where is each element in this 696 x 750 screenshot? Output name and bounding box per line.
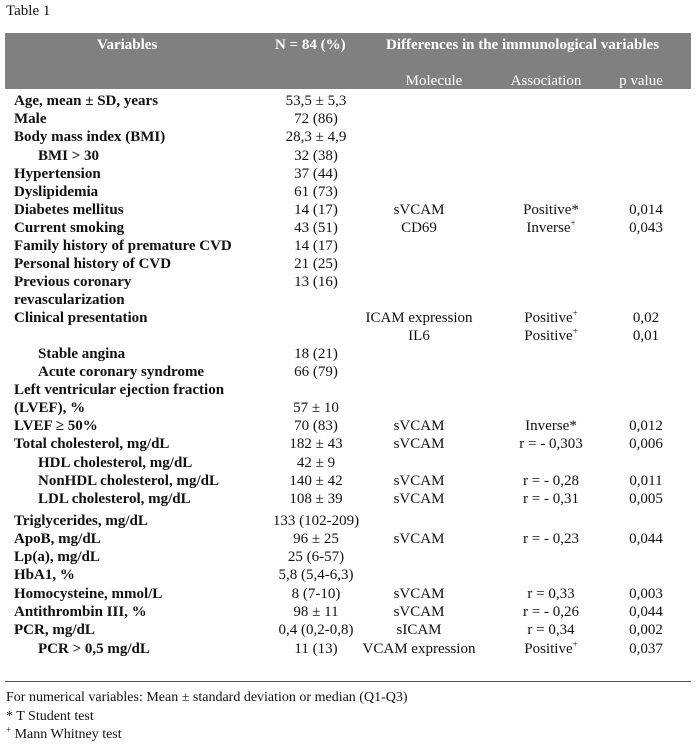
row-n-value: 66 (79)	[294, 364, 338, 380]
row-association-text: r = - 0,28	[523, 473, 579, 489]
row-label: Body mass index (BMI)	[14, 129, 166, 145]
row-label: LVEF ≥ 50%	[14, 418, 98, 434]
row-label: (LVEF), %	[14, 400, 86, 416]
row-label: Antithrombin III, %	[14, 604, 147, 620]
row-p-value: 0,012	[629, 418, 663, 434]
row-label: revascularization	[14, 292, 125, 308]
row-label: HDL cholesterol, mg/dL	[38, 455, 193, 471]
row-molecule: sVCAM	[393, 586, 445, 602]
row-association	[523, 530, 579, 548]
row-label: NonHDL cholesterol, mg/dL	[38, 473, 219, 489]
row-molecule: sVCAM	[393, 604, 445, 620]
table-row	[0, 110, 696, 128]
row-label: Clinical presentation	[14, 310, 148, 326]
row-association-text: r = - 0,31	[523, 491, 579, 507]
row-molecule: VCAM expression	[362, 641, 476, 657]
table-row	[0, 183, 696, 201]
row-n-value: 0,4 (0,2-0,8)	[278, 622, 354, 638]
table-row	[0, 201, 696, 219]
row-label: ApoB, mg/dL	[14, 531, 101, 547]
row-label: LDL cholesterol, mg/dL	[38, 491, 191, 507]
row-n-value: 133 (102-209)	[272, 513, 360, 529]
header-association: Association	[510, 73, 582, 89]
table-row	[0, 435, 696, 453]
row-label: Personal history of CVD	[14, 256, 172, 272]
row-association-text: r = - 0,23	[523, 531, 579, 547]
row-association-sup: +	[570, 218, 576, 228]
row-association-text: r = - 0,303	[519, 436, 583, 452]
row-label: PCR > 0,5 mg/dL	[38, 641, 150, 657]
row-label: BMI > 30	[38, 148, 100, 164]
row-association	[524, 309, 577, 327]
table-row	[0, 363, 696, 381]
footnote-plus-sign: +	[6, 724, 12, 735]
table-row	[0, 309, 696, 327]
row-n-value: 21 (25)	[294, 256, 338, 272]
row-association	[523, 201, 579, 219]
row-label: PCR, mg/dL	[14, 622, 95, 638]
row-label: Male	[14, 111, 47, 127]
row-molecule: ICAM expression	[365, 310, 473, 326]
row-n-value: 5,8 (5,4-6,3)	[278, 567, 354, 583]
row-n-value: 11 (13)	[294, 641, 338, 657]
row-molecule: sVCAM	[393, 491, 445, 507]
table-row	[0, 327, 696, 345]
row-p-value: 0,014	[629, 202, 663, 218]
row-association	[523, 603, 579, 621]
row-n-value: 18 (21)	[294, 346, 338, 362]
footnote-numerical: For numerical variables: Mean ± standard deviation or median (Q1-Q3)	[6, 690, 408, 705]
row-molecule: CD69	[401, 220, 437, 236]
row-molecule: sVCAM	[393, 531, 445, 547]
row-n-value: 14 (17)	[294, 238, 338, 254]
table-row	[0, 454, 696, 472]
row-association-text: Positive*	[523, 202, 579, 218]
row-molecule: IL6	[408, 328, 430, 344]
row-association-text: Inverse	[526, 220, 571, 236]
table-row	[0, 92, 696, 110]
row-n-value: 43 (51)	[294, 220, 338, 236]
row-n-value: 70 (83)	[294, 418, 338, 434]
row-label: Homocysteine, mmol/L	[14, 586, 163, 602]
row-label: Age, mean ± SD, years	[14, 93, 159, 109]
row-association-text: Positive	[524, 310, 573, 326]
table-caption: Table 1	[6, 3, 51, 19]
row-p-value: 0,043	[629, 220, 663, 236]
header-p-value: p value	[619, 73, 663, 89]
row-molecule: sVCAM	[393, 436, 445, 452]
header-molecule: Molecule	[405, 73, 463, 89]
table-row	[0, 640, 696, 658]
table-row	[0, 345, 696, 363]
table-row	[0, 566, 696, 584]
row-association-text: r = 0,34	[527, 622, 575, 638]
row-association-text: Positive	[524, 641, 573, 657]
row-label: Hypertension	[14, 166, 101, 182]
row-n-value: 108 ± 39	[289, 491, 343, 507]
table-row	[0, 490, 696, 508]
table-row	[0, 291, 696, 309]
table-row	[0, 381, 696, 399]
row-n-value: 13 (16)	[294, 274, 338, 290]
row-n-value: 72 (86)	[294, 111, 338, 127]
row-label: Lp(a), mg/dL	[14, 549, 100, 565]
row-p-value: 0,006	[629, 436, 663, 452]
row-n-value: 98 ± 11	[293, 604, 339, 620]
row-p-value: 0,002	[629, 622, 663, 638]
footnote-mann-whitney	[6, 724, 122, 743]
table-row	[0, 399, 696, 417]
row-p-value: 0,044	[629, 604, 663, 620]
row-label: Stable angina	[38, 346, 126, 362]
header-n: N = 84 (%)	[275, 37, 346, 53]
row-association-text: r = 0,33	[527, 586, 575, 602]
row-label: Left ventricular ejection fraction	[14, 382, 225, 398]
table-row	[0, 237, 696, 255]
row-p-value: 0,005	[629, 491, 663, 507]
row-label: Family history of premature CVD	[14, 238, 232, 254]
row-label: Previous coronary	[14, 274, 132, 290]
row-label: HbA1, %	[14, 567, 75, 583]
row-association-text: Positive	[524, 328, 573, 344]
row-p-value: 0,003	[629, 586, 663, 602]
row-association	[523, 490, 579, 508]
row-association-text: Inverse*	[525, 418, 577, 434]
row-p-value: 0,037	[629, 641, 663, 657]
row-label: Diabetes mellitus	[14, 202, 124, 218]
table-row	[0, 621, 696, 639]
table-row	[0, 585, 696, 603]
row-association	[526, 219, 575, 237]
row-n-value: 53,5 ± 5,3	[285, 93, 347, 109]
table-row	[0, 530, 696, 548]
table-row	[0, 128, 696, 146]
row-label: Dyslipidemia	[14, 184, 99, 200]
row-p-value: 0,011	[629, 473, 663, 489]
row-label: Triglycerides, mg/dL	[14, 513, 148, 529]
table-header	[5, 33, 691, 89]
table-row	[0, 147, 696, 165]
row-p-value: 0,044	[629, 531, 663, 547]
table-row	[0, 472, 696, 490]
row-n-value: 8 (7-10)	[291, 586, 341, 602]
row-molecule: sVCAM	[393, 202, 445, 218]
row-label: Total cholesterol, mg/dL	[14, 436, 170, 452]
row-n-value: 32 (38)	[294, 148, 338, 164]
row-association-text: r = - 0,26	[523, 604, 579, 620]
footnote-t-student: * T Student test	[6, 709, 94, 724]
table-row	[0, 548, 696, 566]
row-association	[523, 472, 579, 490]
row-label: Current smoking	[14, 220, 125, 236]
row-p-value: 0,02	[632, 310, 660, 326]
row-association	[527, 621, 574, 639]
footnote-mann-whitney-text: Mann Whitney test	[11, 727, 122, 742]
table-row	[0, 603, 696, 621]
row-n-value: 61 (73)	[294, 184, 338, 200]
row-association-sup: +	[572, 308, 578, 318]
row-n-value: 37 (44)	[294, 166, 338, 182]
table-row	[0, 165, 696, 183]
row-n-value: 25 (6-57)	[287, 549, 345, 565]
row-p-value: 0,01	[632, 328, 660, 344]
row-association	[525, 417, 577, 435]
row-n-value: 140 ± 42	[289, 473, 343, 489]
header-variables: Variables	[97, 37, 158, 53]
row-association	[519, 435, 582, 453]
table-row	[0, 512, 696, 530]
row-association	[527, 585, 574, 603]
row-association	[524, 327, 577, 345]
table-row	[0, 417, 696, 435]
row-n-value: 42 ± 9	[296, 455, 336, 471]
row-n-value: 28,3 ± 4,9	[285, 129, 347, 145]
row-association-sup: +	[572, 326, 578, 336]
row-label: Acute coronary syndrome	[38, 364, 205, 380]
row-n-value: 182 ± 43	[289, 436, 343, 452]
row-n-value: 57 ± 10	[293, 400, 339, 416]
row-molecule: sVCAM	[393, 473, 445, 489]
row-association	[524, 640, 577, 658]
row-molecule: sICAM	[396, 622, 442, 638]
table-row	[0, 273, 696, 291]
row-association-sup: +	[572, 639, 578, 649]
header-differences: Differences in the immunological variables	[386, 37, 660, 53]
table-bottom-rule	[5, 681, 691, 682]
row-n-value: 14 (17)	[294, 202, 338, 218]
table-row	[0, 255, 696, 273]
table-row	[0, 219, 696, 237]
row-molecule: sVCAM	[393, 418, 445, 434]
row-n-value: 96 ± 25	[293, 531, 339, 547]
